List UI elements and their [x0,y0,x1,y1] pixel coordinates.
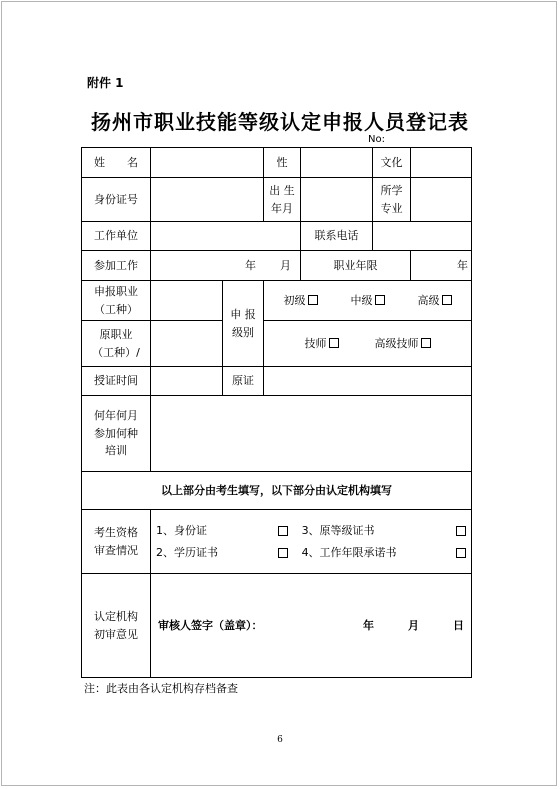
work-years-field[interactable]: 年 [411,251,472,281]
checkbox-icon [456,526,466,536]
review-diploma[interactable]: 2、学历证书 [156,542,288,564]
row-grant-time [82,367,472,396]
training-label: 何年何月 参加何种 培训 [82,396,151,472]
opinion-field[interactable] [151,574,472,678]
grant-time-field[interactable] [151,367,223,396]
training-field[interactable] [151,396,472,472]
checkbox-icon [308,295,318,305]
join-work-label: 参加工作 [82,251,151,281]
education-field[interactable] [411,148,472,178]
review-items [151,510,472,574]
checkbox-icon [375,295,385,305]
row-join-work [82,251,472,281]
level-row-2 [264,321,472,367]
checkbox-icon [278,526,288,536]
checkbox-icon [421,338,431,348]
review-orig-cert[interactable]: 3、原等级证书 [302,520,466,542]
registration-form [81,147,472,678]
date-day: 日 [453,618,464,632]
phone-field[interactable] [373,222,472,251]
footnote: 注：此表由各认定机构存档备查 [84,682,238,695]
section-divider: 以上部分由考生填写，以下部分由认定机构填写 [82,472,472,510]
apply-level-label: 申 报 级别 [223,281,264,367]
birth-field[interactable] [301,178,373,222]
phone-label: 联系电话 [301,222,373,251]
level-technician-checkbox[interactable]: 技师 [305,335,339,353]
orig-cert-field[interactable] [264,367,472,396]
apply-job-field[interactable] [151,281,223,321]
major-label: 所学 专业 [373,178,411,222]
row-apply-job [82,281,472,321]
education-label: 文化 [373,148,411,178]
birth-label: 出 生 年月 [264,178,301,222]
opinion-label: 认定机构 初审意见 [82,574,151,678]
date-month: 月 [408,618,419,632]
id-number-field[interactable] [151,178,264,222]
row-divider [82,472,472,510]
checkbox-icon [442,295,452,305]
row-opinion [82,574,472,678]
id-number-label: 身份证号 [82,178,151,222]
page-number: 6 [277,735,283,745]
row-training [82,396,472,472]
orig-job-field[interactable] [151,321,223,367]
gender-field[interactable] [301,148,373,178]
row-name [82,148,472,178]
name-field[interactable] [151,148,264,178]
work-years-label: 职业年限 [301,251,411,281]
annex-label: 附件 1 [87,76,124,90]
level-senior-technician-checkbox[interactable]: 高级技师 [375,335,431,353]
checkbox-icon [278,548,288,558]
row-id [82,178,472,222]
row-work-unit [82,222,472,251]
review-work-years-promise[interactable]: 4、工作年限承诺书 [302,542,466,564]
level-senior-checkbox[interactable]: 高级 [418,292,452,310]
checkbox-icon [329,338,339,348]
row-review [82,510,472,574]
grant-time-label: 授证时间 [82,367,151,396]
level-row-1 [264,281,472,321]
orig-cert-label: 原证 [223,367,264,396]
apply-job-label: 申报职业 （工种） [82,281,151,321]
work-unit-label: 工作单位 [82,222,151,251]
name-label: 姓 名 [82,148,151,178]
join-work-field[interactable]: 年 月 [151,251,301,281]
review-id-card[interactable]: 1、身份证 [156,520,288,542]
row-orig-job [82,321,472,367]
signature-label: 审核人签字（盖章）： [158,618,263,632]
gender-label: 性 [264,148,301,178]
date-year: 年 [363,618,374,632]
serial-number-label: No: [368,134,385,145]
level-junior-checkbox[interactable]: 初级 [284,292,318,310]
review-label: 考生资格 审查情况 [82,510,151,574]
orig-job-label: 原职业 （工种）/ [82,321,151,367]
work-unit-field[interactable] [151,222,301,251]
checkbox-icon [456,548,466,558]
level-intermediate-checkbox[interactable]: 中级 [351,292,385,310]
page-title: 扬州市职业技能等级认定申报人员登记表 [91,110,469,134]
major-field[interactable] [411,178,472,222]
